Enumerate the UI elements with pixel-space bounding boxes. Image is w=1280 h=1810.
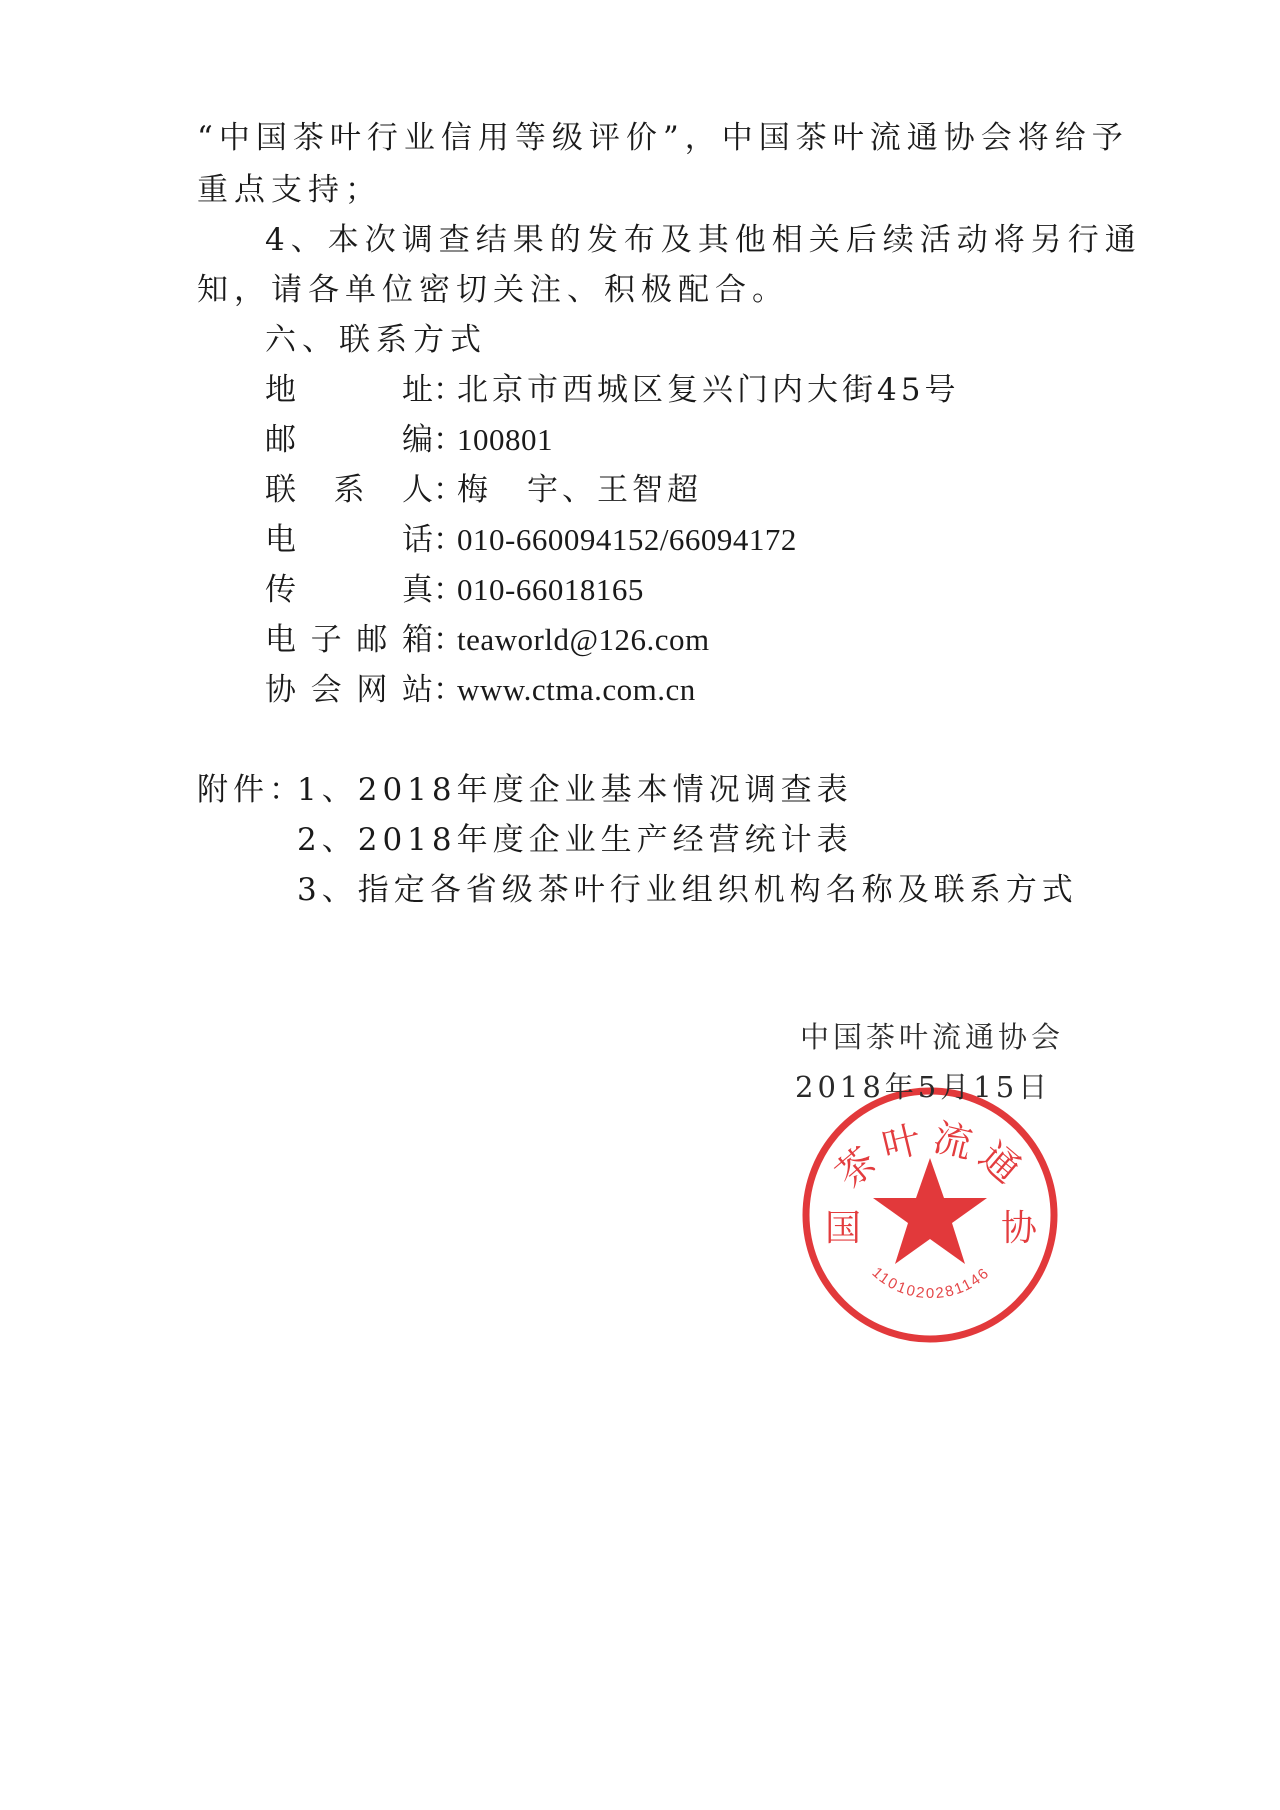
paragraph-line: 4、本次调查结果的发布及其他相关后续活动将另行通: [265, 222, 1142, 258]
signature-date: 2018年5月15日: [795, 1070, 1052, 1104]
contact-person-row: 联系人：梅 宇、王智超: [265, 472, 702, 508]
attachment-item: 2、2018年度企业生产经营统计表: [297, 822, 853, 858]
contact-label: 邮编: [265, 422, 433, 458]
contact-phone-row: 电话：010-660094152/66094172: [265, 522, 797, 558]
contact-fax-row: 传真：010-66018165: [265, 572, 644, 608]
attachments-prefix: 附件：: [197, 772, 305, 808]
contact-email-link[interactable]: teaworld@126.com: [457, 622, 710, 657]
paragraph-line: “中国茶叶行业信用等级评价”，中国茶叶流通协会将给予: [197, 120, 1129, 156]
contact-label: 联系人: [265, 472, 433, 508]
contact-label: 传真: [265, 572, 433, 608]
svg-text:1101020281146: [869, 1264, 994, 1302]
contact-value: 010-660094152/66094172: [457, 522, 797, 557]
seal-text-top: 茶叶流通: [827, 1114, 1035, 1197]
contact-value: 北京市西城区复兴门内大街45号: [457, 372, 960, 408]
attachment-item: 3、指定各省级茶叶行业组织机构名称及联系方式: [297, 872, 1078, 908]
paragraph-line: 重点支持；: [197, 172, 382, 208]
contact-website-row: 协会网站：www.ctma.com.cn: [265, 672, 696, 708]
paragraph-line: 知，请各单位密切关注、积极配合。: [197, 272, 789, 308]
seal-text-right: 协: [1001, 1208, 1038, 1249]
contact-postcode-row: 邮编：100801: [265, 422, 553, 458]
contact-website-link[interactable]: www.ctma.com.cn: [457, 672, 696, 707]
contact-label: 电话: [265, 522, 433, 558]
contact-label: 地址: [265, 372, 433, 408]
official-seal-icon: [795, 1080, 1065, 1350]
contact-value: 010-66018165: [457, 572, 644, 607]
seal-text-left: 国: [825, 1208, 862, 1249]
seal-star-icon: [873, 1158, 987, 1264]
contact-label: 协会网站: [265, 672, 433, 708]
contact-value: 100801: [457, 422, 553, 457]
attachment-item: 1、2018年度企业基本情况调查表: [297, 772, 853, 808]
contact-email-row: 电子邮箱：teaworld@126.com: [265, 622, 710, 658]
signature-organization: 中国茶叶流通协会: [800, 1020, 1065, 1054]
seal-serial: 1101020281146: [868, 1264, 994, 1303]
section-heading-contact: 六、联系方式: [265, 322, 487, 358]
contact-address-row: 地址：北京市西城区复兴门内大街45号: [265, 372, 960, 408]
contact-value: 梅 宇、王智超: [457, 472, 702, 508]
contact-label: 电子邮箱: [265, 622, 433, 658]
